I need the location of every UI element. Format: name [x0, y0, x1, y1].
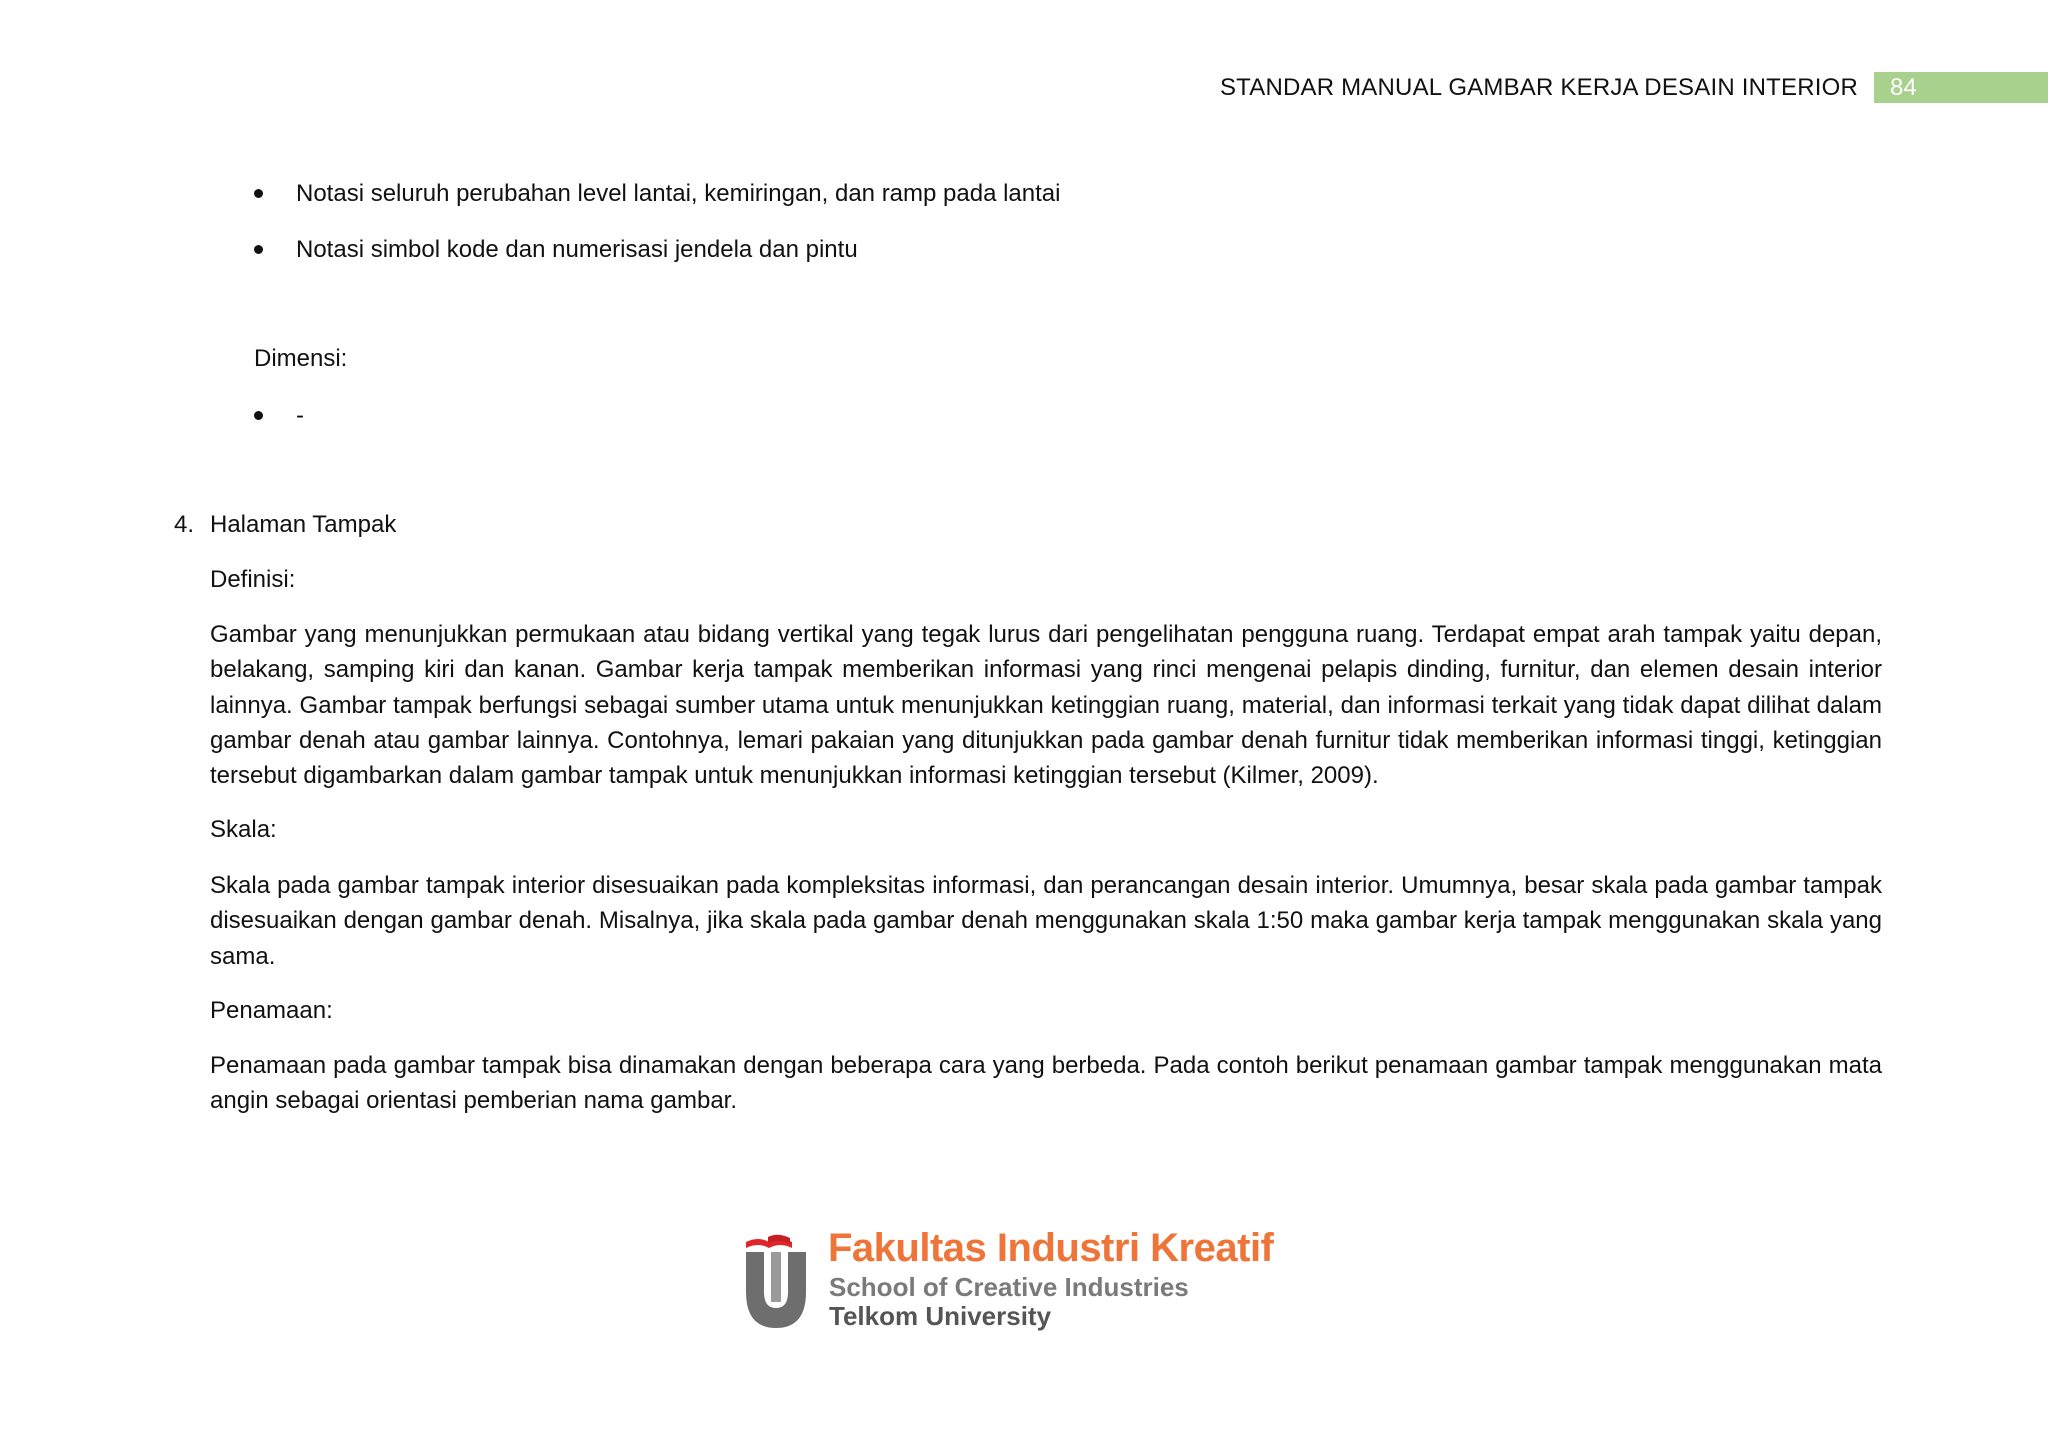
page-number-badge: 84	[1874, 72, 2048, 103]
skala-label: Skala:	[210, 816, 277, 843]
bullet-icon	[254, 189, 263, 198]
document-header-title: STANDAR MANUAL GAMBAR KERJA DESAIN INTERIOR	[1219, 74, 1858, 101]
section-number: 4.	[174, 511, 195, 538]
bullet-item: Notasi seluruh perubahan level lantai, kemiringan, dan ramp pada lantai	[296, 180, 1061, 207]
telkom-u-emblem-icon	[744, 1234, 814, 1334]
bullet-item: Notasi simbol kode dan numerisasi jendela dan pintu	[296, 236, 858, 263]
skala-paragraph: Skala pada gambar tampak interior disesuaikan pada kompleksitas informasi, dan perancangan desain interior. Umumnya, besar skala pada gambar tampak disesuaikan dengan gambar denah. Misalnya, jika skala pada gambar denah menggunakan skala 1:50 maka gambar kerja tampak menggunakan skala yang sama.	[210, 872, 1882, 970]
logo-subtitle: School of Creative Industries	[829, 1272, 1189, 1302]
bullet-icon	[254, 245, 263, 254]
penamaan-label: Penamaan:	[210, 997, 333, 1024]
bullet-icon	[254, 411, 263, 420]
definisi-paragraph: Gambar yang menunjukkan permukaan atau bidang vertikal yang tegak lurus dari pengelihatan pengguna ruang. Terdapat empat arah tampak yaitu depan, belakang, samping kiri dan kanan. Gambar kerja tampak memberikan informasi yang rinci mengenai pelapis dinding, furnitur, dan elemen desain interior lainnya. Gambar tampak berfungsi sebagai sumber utama untuk menunjukkan ketinggian ruang, material, dan informasi terkait yang tidak dapat dilihat dalam gambar denah atau gambar lainnya. Contohnya, lemari pakaian yang ditunjukkan pada gambar denah furnitur tidak memberikan informasi tinggi, ketinggian tersebut digambarkan dalam gambar tampak untuk menunjukkan informasi ketinggian tersebut (Kilmer, 2009).	[210, 621, 1882, 790]
dimensi-label: Dimensi:	[254, 345, 348, 372]
definisi-label: Definisi:	[210, 566, 296, 593]
logo-university: Telkom University	[829, 1301, 1052, 1331]
faculty-logo	[744, 1226, 1314, 1340]
section-title: Halaman Tampak	[210, 511, 397, 538]
penamaan-paragraph: Penamaan pada gambar tampak bisa dinamakan dengan beberapa cara yang berbeda. Pada contoh berikut penamaan gambar tampak menggunakan mata angin sebagai orientasi pemberian nama gambar.	[210, 1052, 1882, 1115]
bullet-item: -	[296, 402, 304, 429]
logo-title: Fakultas Industri Kreatif	[828, 1226, 1274, 1270]
